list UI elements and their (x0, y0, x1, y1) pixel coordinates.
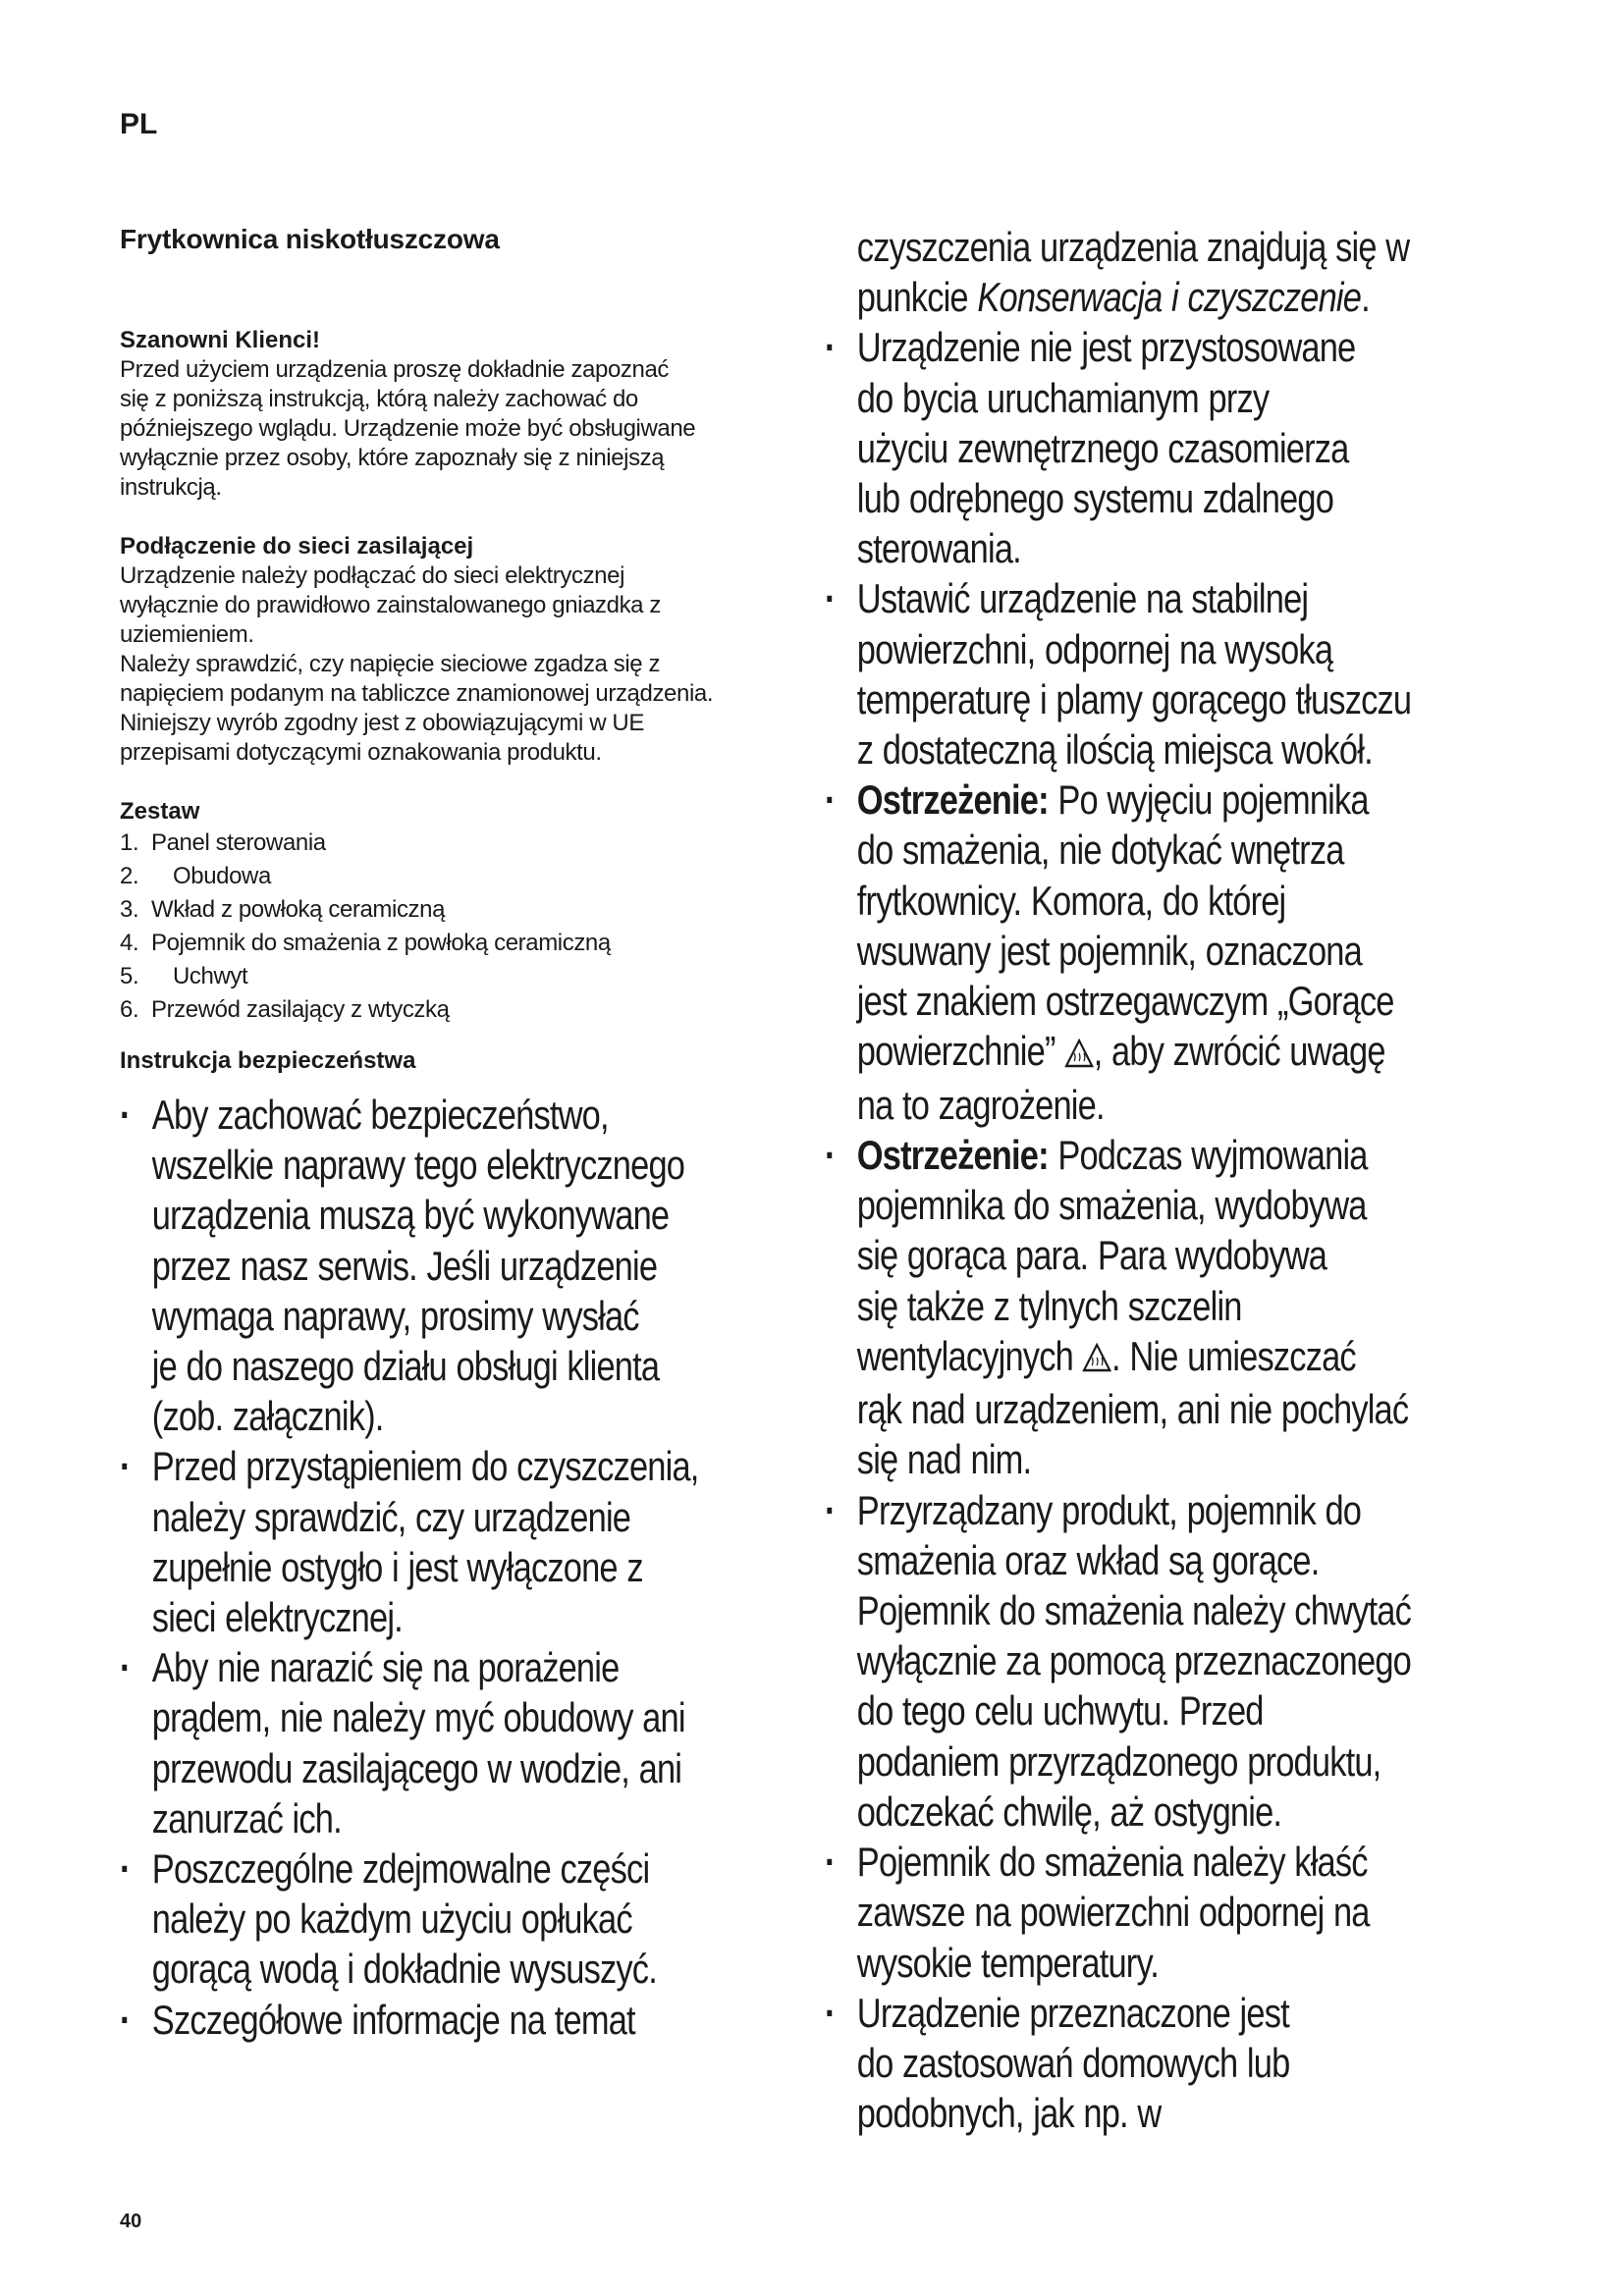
bullet-marker: · (825, 1989, 836, 2036)
bullet-marker: · (825, 575, 836, 622)
warning-bullet: · Ostrzeżenie: Podczas wyjmowania pojemnika do smażenia, wydobywa się gorąca para. Para wydobywa się także z tylnych szczelin wentylacyjnych . Nie umieszczać rąk nad urządzeniem, ani nie pochylać się nad nim. (825, 1131, 1409, 1483)
safety-bullet: · Przed przystąpieniem do czyszczenia, należy sprawdzić, czy urządzenie zupełnie ostygło i jest wyłączone z sieci elektrycznej. (120, 1443, 699, 1641)
text-line: wyłącznie przez osoby, które zapoznały się z niniejszą (120, 445, 665, 471)
text-line: Należy sprawdzić, czy napięcie sieciowe zgadza się z (120, 651, 661, 677)
list-item: 6. Przewód zasilający z wtyczką (120, 996, 450, 1023)
text-line: wyłącznie do prawidłowo zainstalowanego gniazdka z (120, 592, 661, 618)
bullet-marker: · (825, 776, 836, 824)
language-code: PL (120, 108, 158, 140)
bullet-marker: · (120, 1443, 131, 1490)
page-number: 40 (120, 2211, 142, 2232)
kit-section-title: Zestaw (120, 798, 200, 825)
greeting-title: Szanowni Klienci! (120, 327, 321, 353)
bullet-marker: · (825, 1486, 836, 1533)
bullet-marker: · (825, 1839, 836, 1886)
text-line: napięciem podanym na tabliczce znamionowej urządzenia. (120, 680, 714, 707)
safety-bullet: · Urządzenie nie jest przystosowane do bycia uruchamianym przy użyciu zewnętrznego czasomierza lub odrębnego systemu zdalnego sterowania. (825, 324, 1356, 572)
safety-bullet: · Aby zachować bezpieczeństwo, wszelkie naprawy tego elektrycznego urządzenia muszą być wykonywane przez nasz serwis. Jeśli urządzenie wymaga naprawy, prosimy wysłać je do naszego działu obsługi klienta (zob. załącznik). (120, 1092, 685, 1440)
safety-bullet: · Poszczególne zdejmowalne części należy po każdym użyciu opłukać gorącą wodą i dokładnie wysuszyć. (120, 1845, 657, 1993)
document-title: Frytkownica niskotłuszczowa (120, 224, 500, 254)
list-item: 3. Wkład z powłoką ceramiczną (120, 896, 446, 923)
bullet-marker: · (120, 1092, 131, 1138)
text-line: Niniejszy wyrób zgodny jest z obowiązującymi w UE (120, 710, 644, 736)
power-text (120, 561, 807, 768)
text-line: uziemieniem. (120, 621, 254, 648)
bullet-marker: · (825, 1131, 836, 1178)
text-line: instrukcją. (120, 474, 222, 501)
safety-bullets-right (825, 222, 1509, 2138)
list-item: 4. Pojemnik do smażenia z powłoką ceramiczną (120, 930, 611, 956)
hot-steam-warning-icon (1083, 1334, 1112, 1384)
hot-surface-warning-icon (1064, 1030, 1094, 1080)
safety-bullet: · Urządzenie przeznaczone jest do zastosowań domowych lub podobnych, jak np. w (825, 1989, 1290, 2137)
warning-label: Ostrzeżenie: (856, 776, 1049, 824)
text-line: późniejszego wglądu. Urządzenie może być obsługiwane (120, 415, 696, 442)
power-section-title: Podłączenie do sieci zasilającej (120, 533, 474, 560)
bullet-marker: · (120, 1996, 131, 2043)
text-line: przepisami dotyczącymi oznakowania produktu. (120, 739, 602, 766)
safety-bullet: · Aby nie narazić się na porażenie prądem, nie należy myć obudowy ani przewodu zasilającego w wodzie, ani zanurzać ich. (120, 1644, 685, 1842)
safety-bullet: · Pojemnik do smażenia należy kłaść zawsze na powierzchni odpornej na wysokie temperatury. (825, 1839, 1370, 1986)
bullet-marker: · (825, 324, 836, 371)
safety-bullet: · Szczegółowe informacje na temat (120, 1995, 804, 2045)
list-item: 1. Panel sterowania (120, 829, 326, 856)
text-line: się z poniższą instrukcją, którą należy zachować do (120, 386, 638, 412)
list-item: 5. Uchwyt (120, 963, 248, 989)
continued-text: czyszczenia urządzenia znajdują się w punkcie Konserwacja i czyszczenie. (856, 224, 1410, 321)
left-column (120, 224, 807, 2045)
list-item: 2. Obudowa (120, 863, 271, 889)
safety-bullet: · Ustawić urządzenie na stabilnej powierzchni, odpornej na wysoką temperaturę i plamy gorącego tłuszczu z dostateczną ilością miejsca wokół. (825, 575, 1412, 774)
bullet-marker: · (120, 1644, 131, 1691)
right-column (825, 222, 1512, 2138)
safety-bullets-left (120, 1090, 804, 2045)
kit-list (120, 827, 807, 1027)
text-line: Urządzenie należy podłączać do sieci elektrycznej (120, 562, 625, 589)
safety-bullet: · Przyrządzany produkt, pojemnik do smażenia oraz wkład są gorące. Pojemnik do smażenia należy chwytać wyłącznie za pomocą przeznaczonego do tego celu uchwytu. Przed podaniem przyrządzonego produktu, odczekać chwilę, aż ostygnie. (825, 1486, 1412, 1835)
text-line: Przed użyciem urządzenia proszę dokładnie zapoznać (120, 356, 669, 383)
section-reference: Konserwacja i czyszczenie (977, 274, 1362, 321)
bullet-marker: · (120, 1845, 131, 1893)
safety-section-title: Instrukcja bezpieczeństwa (120, 1047, 416, 1074)
greeting-text (120, 355, 807, 503)
warning-label: Ostrzeżenie: (856, 1131, 1049, 1178)
warning-bullet: · Ostrzeżenie: Po wyjęciu pojemnika do smażenia, nie dotykać wnętrza frytkownicy. Komora, do której wsuwany jest pojemnik, oznaczona jest znakiem ostrzegawczym „Gorące powierzchnie” , aby zwrócić uwagę na to zagrożenie. (825, 776, 1394, 1128)
